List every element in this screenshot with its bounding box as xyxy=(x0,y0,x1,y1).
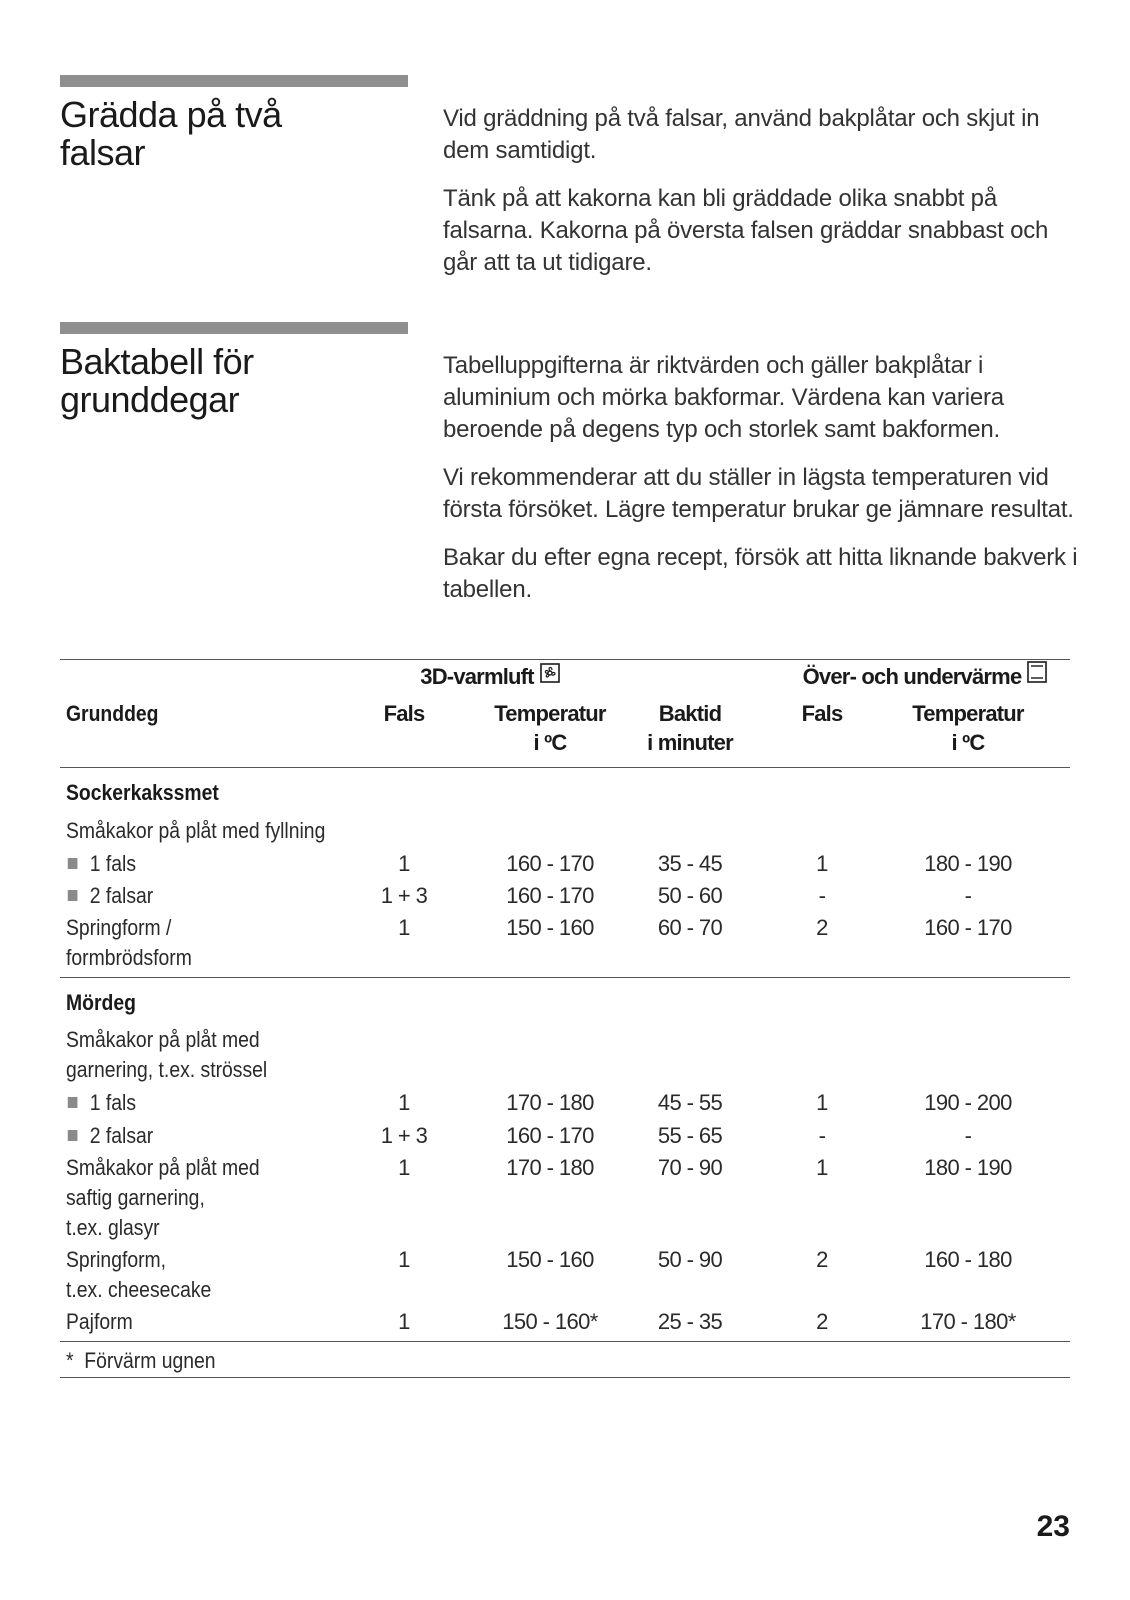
cell-fals: 1 xyxy=(398,915,410,940)
cell-fals2: 1 xyxy=(816,851,828,876)
title-line: Baktabell för xyxy=(60,341,254,382)
col-header-baktid: Baktid xyxy=(658,701,722,726)
cell-temp: 160 - 170 xyxy=(506,1123,594,1148)
cell-temp2: 180 - 190 xyxy=(924,851,1012,876)
cell-fals: 1 xyxy=(398,1090,410,1115)
row-label xyxy=(66,881,153,911)
cell-temp2: 160 - 180 xyxy=(924,1247,1012,1272)
cell-fals: 1 + 3 xyxy=(380,883,428,908)
row-label-cont: t.ex. glasyr xyxy=(66,1215,160,1240)
group-ou-label: Över- och undervärme xyxy=(802,664,1022,689)
cell-fals2: - xyxy=(818,1123,826,1148)
title-line: Grädda på två xyxy=(60,94,282,135)
paragraph: Vid gräddning på två falsar, använd bakplåtar och skjut in dem samtidigt. xyxy=(443,105,1040,164)
row-label: Springform / xyxy=(66,915,172,940)
row-label-text: 1 fals xyxy=(89,1090,137,1115)
cell-temp2: 160 - 170 xyxy=(924,915,1012,940)
group-header-3d-hot-air xyxy=(390,662,590,693)
square-bullet-icon xyxy=(68,858,78,869)
cell-fals: 1 xyxy=(398,1155,410,1180)
col-header-temp: Temperatur xyxy=(494,701,606,726)
row-label: Springform, xyxy=(66,1247,167,1272)
cell-fals2: 1 xyxy=(816,1090,828,1115)
section-rule xyxy=(60,977,1070,978)
cell-fals2: 2 xyxy=(816,1247,828,1272)
cell-fals2: 2 xyxy=(816,1309,828,1334)
table-top-rule xyxy=(60,659,1070,660)
row-label-cont: t.ex. cheesecake xyxy=(66,1277,212,1302)
row-label-cont: formbrödsform xyxy=(66,945,192,970)
section-rule-baking-table xyxy=(60,322,408,334)
section-title-baking-table xyxy=(60,343,400,419)
col-header-baktid-unit: i minuter xyxy=(647,730,733,755)
fan-oven-icon xyxy=(540,661,560,691)
cell-fals2: - xyxy=(818,883,826,908)
row-label: Småkakor på plåt med xyxy=(66,1155,260,1180)
row-label-text: 1 fals xyxy=(89,851,137,876)
square-bullet-icon xyxy=(68,890,78,901)
cell-fals: 1 xyxy=(398,851,410,876)
cell-time: 45 - 55 xyxy=(657,1090,723,1115)
section2-body xyxy=(443,350,1083,622)
row-label: Småkakor på plåt med xyxy=(66,1027,260,1052)
row-label-text: 2 falsar xyxy=(89,1123,154,1148)
table-section-title: Sockerkakssmet xyxy=(66,780,219,805)
square-bullet-icon xyxy=(68,1097,78,1108)
row-label: Småkakor på plåt med fyllning xyxy=(66,818,326,843)
cell-fals2: 1 xyxy=(816,1155,828,1180)
col-header-grunddeg: Grunddeg xyxy=(66,701,159,726)
header-rule xyxy=(60,767,1070,768)
cell-time: 55 - 65 xyxy=(657,1123,723,1148)
cell-time: 50 - 60 xyxy=(657,883,723,908)
row-label xyxy=(66,849,136,879)
top-bottom-heat-icon xyxy=(1027,661,1047,691)
cell-temp: 170 - 180 xyxy=(506,1155,594,1180)
table-bottom-rule xyxy=(60,1377,1070,1378)
square-bullet-icon xyxy=(68,1130,78,1141)
paragraph: Tabelluppgifterna är riktvärden och gäller bakplåtar i aluminium och mörka bakformar. Värdena kan variera beroende på degens typ och storlek samt bakformen. xyxy=(443,352,1004,443)
group-3d-label: 3D-varmluft xyxy=(420,664,534,689)
cell-time: 70 - 90 xyxy=(657,1155,723,1180)
section1-body xyxy=(443,103,1083,295)
cell-time: 50 - 90 xyxy=(657,1247,723,1272)
row-label-cont: saftig garnering, xyxy=(66,1185,205,1210)
section-title-two-racks xyxy=(60,96,400,172)
col-header-fals2: Fals xyxy=(801,701,843,726)
cell-temp: 160 - 170 xyxy=(506,883,594,908)
cell-temp: 150 - 160 xyxy=(506,915,594,940)
col-header-temp2-unit: i ºC xyxy=(951,730,985,755)
row-label-cont: garnering, t.ex. strössel xyxy=(66,1057,268,1082)
cell-fals: 1 xyxy=(398,1309,410,1334)
page-number: 23 xyxy=(1036,1510,1070,1543)
cell-temp: 150 - 160 xyxy=(506,1247,594,1272)
cell-temp2: 170 - 180* xyxy=(920,1309,1016,1334)
cell-temp2: - xyxy=(964,883,972,908)
col-header-temp2: Temperatur xyxy=(912,701,1024,726)
group-header-top-bottom-heat xyxy=(780,662,1070,693)
cell-temp2: - xyxy=(964,1123,972,1148)
cell-temp: 160 - 170 xyxy=(506,851,594,876)
paragraph: Bakar du efter egna recept, försök att hitta liknande bakverk i tabellen. xyxy=(443,544,1078,603)
cell-time: 25 - 35 xyxy=(657,1309,723,1334)
col-header-fals: Fals xyxy=(383,701,425,726)
cell-fals: 1 + 3 xyxy=(380,1123,428,1148)
title-line: grunddegar xyxy=(60,379,240,420)
cell-time: 35 - 45 xyxy=(657,851,723,876)
footnote: * Förvärm ugnen xyxy=(66,1348,216,1373)
row-label xyxy=(66,1121,153,1151)
cell-fals2: 2 xyxy=(816,915,828,940)
row-label xyxy=(66,1088,136,1118)
cell-temp2: 180 - 190 xyxy=(924,1155,1012,1180)
title-line: falsar xyxy=(60,132,146,173)
paragraph: Tänk på att kakorna kan bli gräddade olika snabbt på falsarna. Kakorna på översta falsen gräddar snabbast och går att ta ut tidigare. xyxy=(443,185,1049,276)
table-section-title: Mördeg xyxy=(66,990,136,1015)
cell-temp: 170 - 180 xyxy=(506,1090,594,1115)
section-rule-top xyxy=(60,75,408,87)
cell-time: 60 - 70 xyxy=(657,915,723,940)
cell-temp: 150 - 160* xyxy=(502,1309,598,1334)
paragraph: Vi rekommenderar att du ställer in lägsta temperaturen vid första försöket. Lägre temperatur brukar ge jämnare resultat. xyxy=(443,464,1074,523)
row-label: Pajform xyxy=(66,1309,133,1334)
col-header-temp-unit: i ºC xyxy=(533,730,567,755)
footnote-rule xyxy=(60,1341,1070,1342)
row-label-text: 2 falsar xyxy=(89,883,154,908)
cell-fals: 1 xyxy=(398,1247,410,1272)
cell-temp2: 190 - 200 xyxy=(924,1090,1012,1115)
